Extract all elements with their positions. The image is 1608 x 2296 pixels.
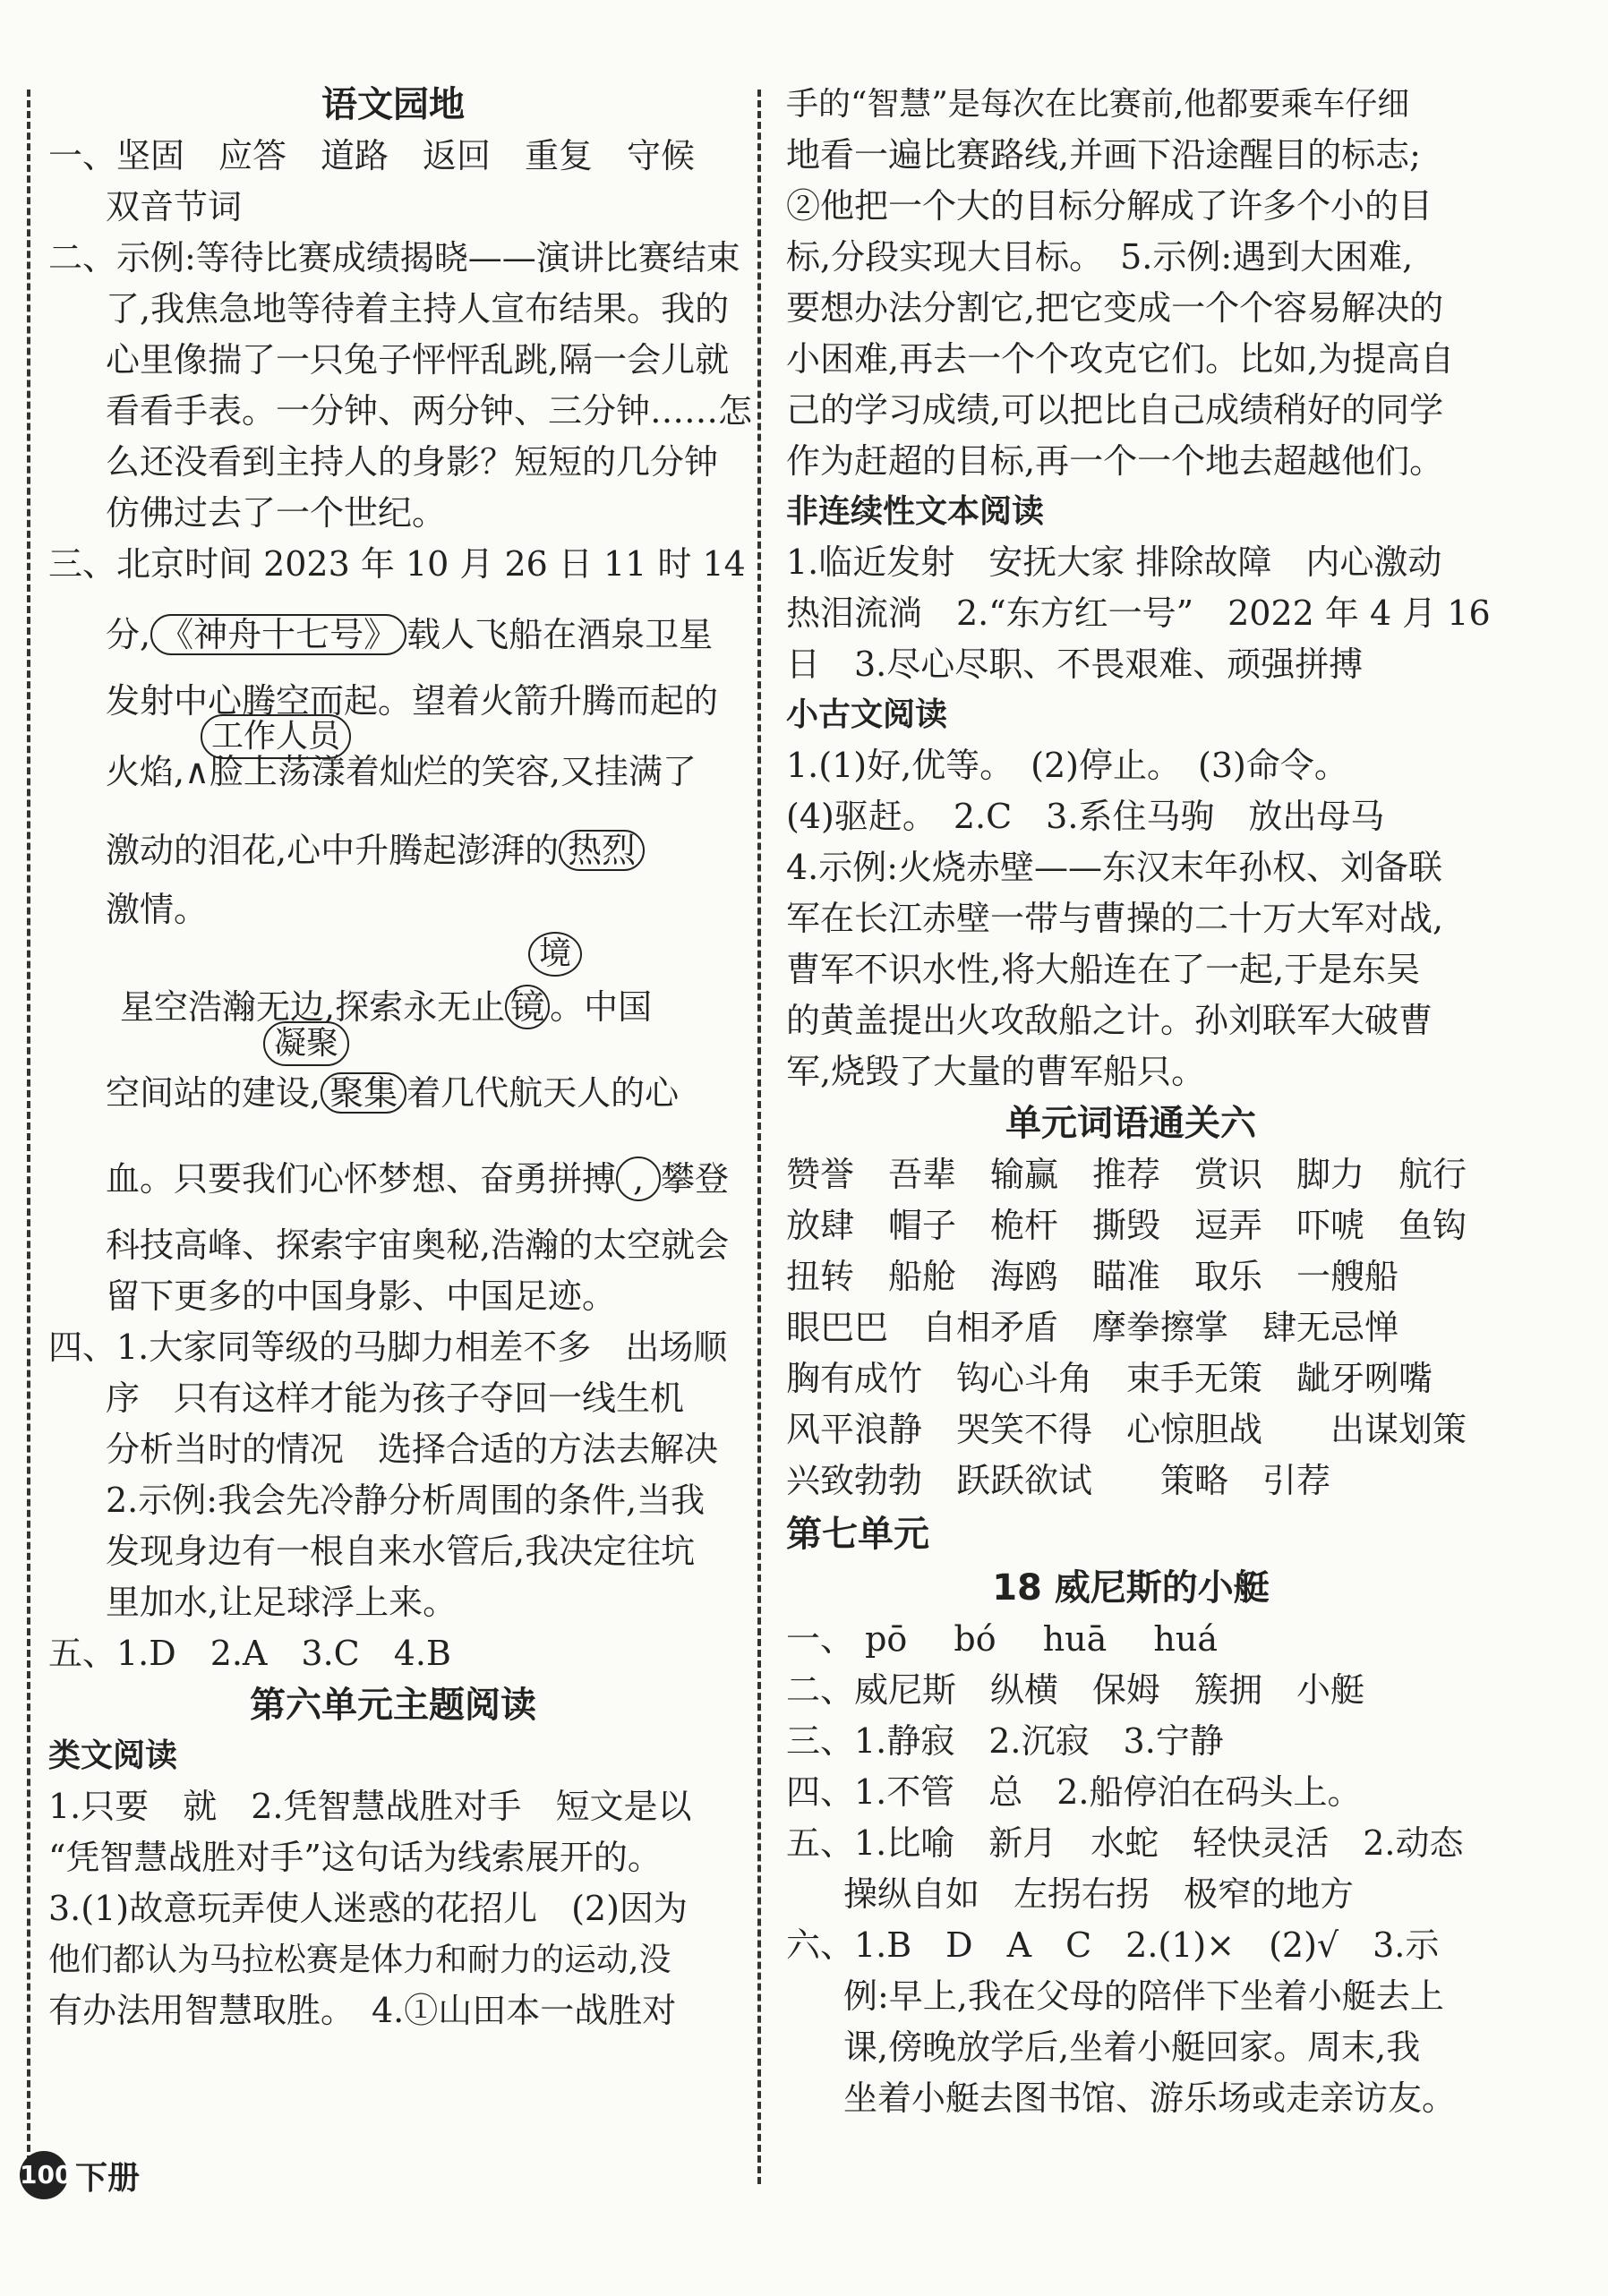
- section-title-unit6-words: 单元词语通关六: [1005, 1103, 1256, 1144]
- answer-line: 曹军不识水性,将大船连在了一起,于是东吴: [786, 950, 1421, 989]
- answer-line: 四、1.大家同等级的马脚力相差不多 出场顺: [48, 1327, 728, 1367]
- answer-line: 4.示例:火烧赤壁——东汉末年孙权、刘备联: [786, 848, 1443, 887]
- answer-line: 四、1.不管 总 2.船停泊在码头上。: [786, 1772, 1362, 1812]
- answer-line: “凭智慧战胜对手”这句话为线索展开的。: [48, 1838, 662, 1877]
- word-list-line: 兴致勃勃 跃跃欲试 策略 引荐: [786, 1461, 1331, 1500]
- volume-label: 下册: [75, 2159, 141, 2197]
- answer-line: 看看手表。一分钟、两分钟、三分钟……怎: [106, 391, 753, 431]
- answer-line: 课,傍晚放学后,坐着小艇回家。周末,我: [843, 2027, 1421, 2067]
- answer-line: 日 3.尽心尽职、不畏艰难、顽强拼搏: [786, 644, 1364, 684]
- column-divider-dashed-line: [757, 90, 761, 2184]
- word-list-line: 放肆 帽子 桅杆 撕毁 逗弄 吓唬 鱼钩: [786, 1206, 1467, 1245]
- answer-line: 序 只有这样才能为孩子夺回一线生机: [106, 1378, 685, 1418]
- answer-line: 2.示例:我会先冷静分析周围的条件,当我: [106, 1481, 706, 1520]
- correction-annotation: 凝聚: [263, 1021, 349, 1066]
- answer-line: 六、1.B D A C 2.(1)× (2)√ 3.示: [786, 1925, 1440, 1965]
- answer-line: 军,烧毁了大量的曹军船只。: [786, 1052, 1206, 1091]
- word-list-line: 风平浪静 哭笑不得 心惊胆战 出谋划策: [786, 1410, 1467, 1449]
- circled-char: 镜: [505, 985, 550, 1029]
- circled-word: 热烈: [559, 830, 645, 871]
- page-number: 100: [20, 2151, 68, 2199]
- answer-line: 1.只要 就 2.凭智慧战胜对手 短文是以: [48, 1787, 692, 1826]
- answer-line-correction: [48, 1025, 738, 1134]
- text: 攀登: [661, 1159, 730, 1199]
- page-footer: [20, 2148, 140, 2202]
- answer-line: 的黄盖提出火攻敌船之计。孙刘联军大破曹: [786, 1001, 1433, 1040]
- answer-line: 1.(1)好,优等。 (2)停止。 (3)命令。: [786, 746, 1348, 785]
- answer-line: 例:早上,我在父母的陪伴下坐着小艇去上: [843, 1976, 1444, 2016]
- circled-punctuation: ,: [616, 1157, 661, 1201]
- answer-line: 心里像揣了一只兔子怦怦乱跳,隔一会儿就: [106, 340, 730, 380]
- answer-line: 他们都认为马拉松赛是体力和耐力的运动,没: [48, 1942, 671, 1978]
- pinyin-item: huā: [1042, 1619, 1108, 1659]
- text: 载人飞船在酒泉卫星: [406, 615, 714, 654]
- answer-line: ②他把一个大的目标分解成了许多个小的目: [786, 186, 1433, 226]
- word-list-line: 眼巴巴 自相矛盾 摩拳擦掌 肆无忌惮: [786, 1308, 1399, 1347]
- answer-line: 二、示例:等待比赛成绩揭晓——演讲比赛结束: [48, 238, 740, 277]
- text: 激动的泪花,心中升腾起澎湃的: [106, 831, 560, 870]
- answer-line: 军在长江赤壁一带与曹操的二十万大军对战,: [786, 899, 1444, 938]
- subsection-title: 非连续性文本阅读: [786, 493, 1045, 530]
- answer-line: 五、1.D 2.A 3.C 4.B: [48, 1634, 451, 1673]
- right-column: [786, 79, 1491, 2124]
- word-list-line: 赞誉 吾辈 输赢 推荐 赏识 脚力 航行: [786, 1155, 1467, 1194]
- answer-line: 了,我焦急地等待着主持人宣布结果。我的: [106, 289, 730, 329]
- word-list-line: 胸有成竹 钩心斗角 束手无策 龇牙咧嘴: [786, 1359, 1433, 1398]
- answer-line: 标,分段实现大目标。 5.示例:遇到大困难,: [786, 237, 1414, 277]
- answer-line: 作为赶超的目标,再一个一个地去超越他们。: [786, 441, 1444, 481]
- answer-line: 己的学习成绩,可以把比自己成绩稍好的同学: [786, 390, 1444, 430]
- answer-line: (4)驱赶。 2.C 3.系住马驹 放出母马: [786, 797, 1385, 836]
- pinyin-item: pō: [865, 1619, 908, 1659]
- answer-line: 坐着小艇去图书馆、游乐场或走亲访友。: [843, 2078, 1457, 2118]
- text: 火焰,: [106, 752, 185, 791]
- answer-line: 地看一遍比赛路线,并画下沿途醒目的标志;: [786, 135, 1421, 175]
- answer-line: 五、1.比喻 新月 水蛇 轻快灵活 2.动态: [786, 1823, 1464, 1863]
- answer-line-correction: [48, 813, 738, 884]
- insert-mark: ∧: [184, 752, 210, 791]
- text: 。中国: [550, 987, 653, 1027]
- answer-line: 有办法用智慧取胜。 4.①山田本一战胜对: [48, 1991, 677, 2030]
- section-title-yuwen-yuandi: 语文园地: [321, 84, 465, 125]
- answer-line: 热泪流淌 2.“东方红一号” 2022 年 4 月 16: [786, 593, 1491, 633]
- answer-line: 手的“智慧”是每次在比赛前,他都要乘车仔细: [786, 86, 1410, 123]
- unit-heading: 第七单元: [786, 1514, 929, 1555]
- subsection-title: 类文阅读: [48, 1737, 178, 1774]
- circled-word: 聚集: [321, 1072, 406, 1114]
- left-margin-dashed-line: [27, 90, 30, 2184]
- answer-line: 一、坚固 应答 道路 返回 重复 守候: [48, 136, 696, 175]
- answer-line-correction: [48, 935, 738, 1048]
- answer-line-correction: [48, 1134, 738, 1220]
- correction-annotation: 境: [528, 932, 582, 977]
- pinyin-item: huá: [1153, 1619, 1219, 1659]
- answer-line: 1.临近发射 安抚大家 排除故障 内心激动: [786, 542, 1442, 582]
- left-column: [48, 79, 753, 2036]
- answer-line: 三、北京时间 2023 年 10 月 26 日 11 时 14: [48, 544, 746, 584]
- insertion-annotation: 工作人员: [201, 714, 351, 759]
- answer-line-correction: [48, 718, 738, 813]
- answer-line: 3.(1)故意玩弄使人迷惑的花招儿 (2)因为: [48, 1889, 688, 1928]
- answer-line: 发现身边有一根自来水管后,我决定往坑: [106, 1532, 696, 1571]
- answer-line: 激情。: [106, 890, 209, 929]
- answer-line: 二、威尼斯 纵横 保姆 簇拥 小艇: [786, 1670, 1365, 1710]
- answer-line: 发射中心腾空而起。望着火箭升腾而起的: [106, 681, 719, 721]
- pinyin-answer-line: [786, 1614, 1475, 1665]
- text: 空间站的建设,: [106, 1073, 321, 1113]
- corrected-quote-marks: 《神舟十七号》: [150, 614, 406, 655]
- answer-line: 里加水,让足球浮上来。: [106, 1583, 458, 1622]
- answer-line: 科技高峰、探索宇宙奥秘,浩瀚的太空就会: [106, 1225, 730, 1265]
- text: 一、: [786, 1619, 855, 1659]
- word-list-line: 扭转 船舱 海鸥 瞄准 取乐 一艘船: [786, 1257, 1399, 1296]
- text: 星空浩瀚无边,探索永无止: [120, 987, 506, 1027]
- answer-line: 分析当时的情况 选择合适的方法去解决: [106, 1430, 719, 1469]
- text: 分,: [106, 615, 151, 654]
- section-title-unit6-reading: 第六单元主题阅读: [250, 1685, 536, 1726]
- text: 脸上荡漾着灿烂的笑容,又挂满了: [209, 752, 697, 791]
- answer-line: 操纵自如 左拐右拐 极窄的地方: [843, 1874, 1355, 1914]
- answer-line: 小困难,再去一个个攻克它们。比如,为提高自: [786, 339, 1455, 379]
- answer-line: 么还没看到主持人的身影？短短的几分钟: [106, 442, 719, 482]
- answer-line: 留下更多的中国身影、中国足迹。: [106, 1276, 617, 1316]
- answer-line: 双音节词: [106, 187, 243, 226]
- text: 着几代航天人的心: [406, 1073, 680, 1113]
- answer-line: 仿佛过去了一个世纪。: [106, 493, 447, 533]
- answer-line-correction: [48, 590, 738, 676]
- text: 血。只要我们心怀梦想、奋勇拼搏: [106, 1159, 617, 1199]
- lesson-title: 18 威尼斯的小艇: [992, 1567, 1270, 1609]
- answer-line: 三、1.静寂 2.沉寂 3.宁静: [786, 1721, 1224, 1761]
- subsection-title: 小古文阅读: [786, 696, 948, 733]
- answer-line: 要想办法分割它,把它变成一个个容易解决的: [786, 288, 1444, 328]
- pinyin-item: bó: [954, 1619, 996, 1659]
